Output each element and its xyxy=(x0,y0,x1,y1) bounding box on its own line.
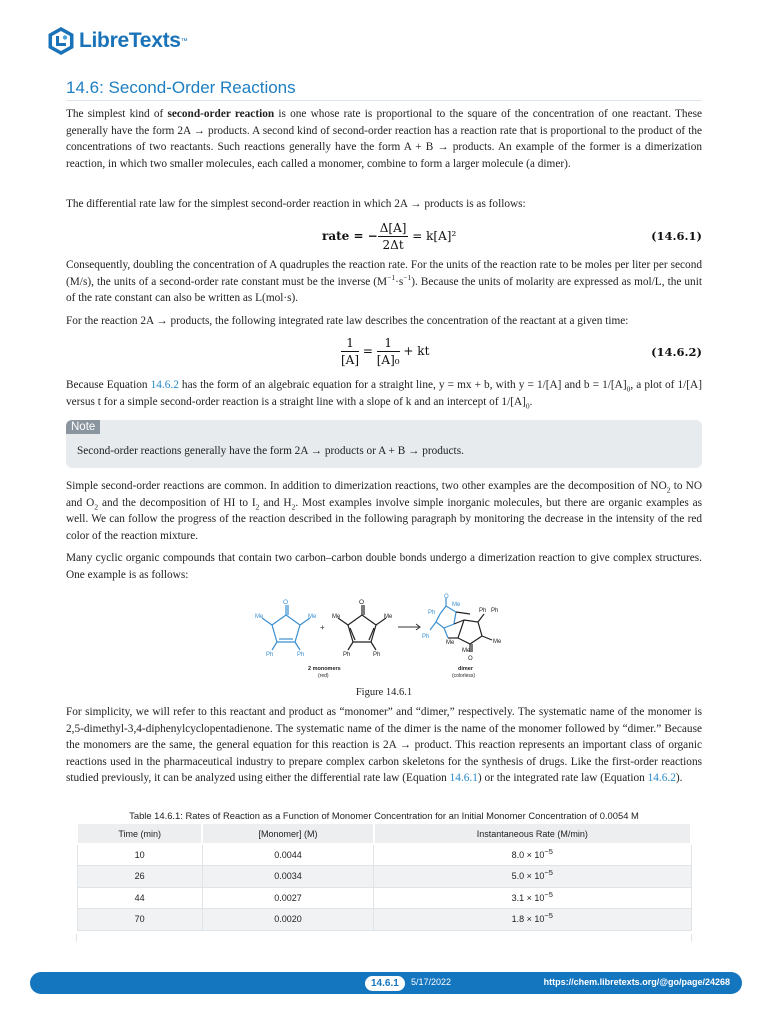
text-segment: For simplicity, we will refer to this reactant and product as “monomer” and “dimer,” respectively. The systematic name of the monomer is 2,5-dimethyl-3,4-diphenylcyclopentadienone. The systematic name of the dimer is the name of the monomer followed by “dimer.” Because the monomers are the same, the general equation for this reaction is 2A → product. This reaction represents an important class of organic reactions used in the pharmaceutical industry to prepare complex carbon skeletons for the synthesis of drugs. Like the first-order reactions studied previously, it can be analyzed using either the differential rate law (Equation xyxy=(66,706,702,785)
eq1-numerator: Δ[A] xyxy=(379,221,407,235)
eq2-fraction-left xyxy=(341,336,359,367)
eq2-equals: = xyxy=(362,344,373,358)
figure-caption: Figure 14.6.1 xyxy=(355,687,413,698)
subscript: 0 xyxy=(626,384,631,394)
figure-label-me: Me xyxy=(384,614,393,620)
rate-exponent: −5 xyxy=(544,868,553,878)
figure-label-ph: Ph xyxy=(491,608,499,614)
page-title: 14.6: Second-Order Reactions xyxy=(66,78,296,97)
rate-exponent: −5 xyxy=(544,911,553,921)
text-segment: The simplest kind of xyxy=(66,108,168,120)
eq2-numerator-1: 1 xyxy=(341,336,359,352)
figure-plus-sign: + xyxy=(320,623,325,632)
libretexts-logo[interactable] xyxy=(46,26,188,56)
rate-mantissa: 8.0 × 10 xyxy=(511,850,545,860)
eq1-rhs: = k[A]² xyxy=(412,229,457,243)
cell-rate xyxy=(374,909,691,931)
note-box xyxy=(66,420,702,468)
table-row xyxy=(77,844,691,866)
figure-label-o: O xyxy=(359,599,365,606)
note-label: Note xyxy=(66,420,100,434)
text-segment: ·s xyxy=(395,275,404,288)
figure-label-me: Me xyxy=(308,614,317,620)
subscript: 2 xyxy=(94,501,99,511)
table-header-row xyxy=(77,823,691,844)
monomer-structure-2 xyxy=(338,605,386,650)
text-segment: and the decomposition of HI to I xyxy=(98,496,256,509)
table-bottom-edge xyxy=(76,934,692,942)
note-text: Second-order reactions generally have the form 2A → products or A + B → products. xyxy=(77,445,464,457)
subscript: 2 xyxy=(255,501,260,511)
eq1-number: (14.6.1) xyxy=(651,229,702,243)
logo-trademark: ™ xyxy=(180,37,188,45)
figure-label-o: O xyxy=(444,594,449,600)
eq2-fraction-right xyxy=(377,336,400,367)
text-segment: has the form of an algebraic equation for a straight line, y = mx + b, with y = 1/[A] and b = 1/[A] xyxy=(178,379,627,391)
figure-label-ph: Ph xyxy=(343,652,351,658)
footer-permalink[interactable]: https://chem.libretexts.org/@go/page/24268 xyxy=(543,977,730,987)
libretexts-logo-icon xyxy=(46,26,76,56)
table-caption: Table 14.6.1: Rates of Reaction as a Function of Monomer Concentration for an Initial Monomer Concentration of 0.0054 M xyxy=(129,810,639,821)
examples-paragraph xyxy=(66,478,702,544)
simplicity-paragraph xyxy=(66,704,702,787)
cell-monomer: 0.0044 xyxy=(202,844,373,866)
figure-label-o: O xyxy=(283,599,289,606)
figure-label-ph: Ph xyxy=(373,652,381,658)
text-segment: to NO and O xyxy=(66,480,702,509)
table-row xyxy=(77,887,691,909)
subscript: 2 xyxy=(291,501,296,511)
equation-link-14-6-1[interactable]: 14.6.1 xyxy=(449,772,478,785)
text-segment: ). xyxy=(675,772,683,785)
figure-label-me: Me xyxy=(332,614,341,620)
eq2-denominator-2: [A]₀ xyxy=(376,353,400,367)
figure-label-me: Me xyxy=(446,640,455,646)
equation-link-14-6-2[interactable]: 14.6.2 xyxy=(150,379,179,391)
monomer-sublabel: (red) xyxy=(318,673,329,679)
figure-label-me: Me xyxy=(452,602,461,608)
footer-date: 5/17/2022 xyxy=(411,977,452,987)
text-segment: Consequently, doubling the concentration of A quadruples the reaction rate. For the units of the reaction rate to be moles per liter per second (M/s), the units of a second-order rate constant must be the inverse (M xyxy=(66,259,702,288)
figure-label-ph: Ph xyxy=(297,652,305,658)
cell-rate xyxy=(374,866,691,888)
table-row xyxy=(77,909,691,931)
superscript: −1 xyxy=(387,272,396,282)
text-segment: . xyxy=(529,395,533,408)
superscript: −1 xyxy=(403,272,412,282)
eq2-numerator-2: 1 xyxy=(377,336,400,352)
rate-exponent: −5 xyxy=(544,889,553,899)
cell-rate xyxy=(374,844,691,866)
cell-monomer: 0.0020 xyxy=(202,909,373,931)
cell-time: 10 xyxy=(77,844,202,866)
text-segment: ). Because the units of molarity are expressed as mol/L, the unit of the rate constant can also be written as L(mol·s). xyxy=(66,275,702,305)
rate-law-intro: The differential rate law for the simplest second-order reaction in which 2A → products is as follows: xyxy=(66,198,526,210)
text-segment: , a plot of 1/[A] versus t for a simple second-order reaction is a straight line with a slope of k and an intercept of 1/[A] xyxy=(66,379,702,408)
rate-mantissa: 1.8 × 10 xyxy=(511,914,545,925)
monomer-label: 2 monomers xyxy=(308,666,341,672)
text-segment: ) or the integrated rate law (Equation xyxy=(477,772,648,785)
figure-label-ph: Ph xyxy=(479,608,487,614)
reaction-arrow-icon xyxy=(398,624,420,630)
page-number-badge: 14.6.1 xyxy=(365,976,405,991)
text-segment: . Most examples involve simple inorganic molecules, but there are organic examples as well. We can follow the progress of the reaction described in the following paragraph by monitoring the decrease in the intensity of the red color of the reaction mixture. xyxy=(66,496,703,542)
text-segment: and H xyxy=(259,496,292,509)
rate-exponent: −5 xyxy=(544,847,553,856)
rates-table xyxy=(76,822,692,931)
eq2-number: (14.6.2) xyxy=(651,345,702,359)
figure-label-ph: Ph xyxy=(266,652,274,658)
eq2-rhs: + kt xyxy=(403,344,430,358)
integrated-law-intro: For the reaction 2A → products, the following integrated rate law describes the concentration of the reactant at a given time: xyxy=(66,315,629,327)
cell-monomer: 0.0027 xyxy=(202,887,373,909)
cell-rate xyxy=(374,887,691,909)
text-segment: Because Equation xyxy=(66,379,151,391)
rate-mantissa: 3.1 × 10 xyxy=(511,892,545,903)
eq1-lhs: rate = − xyxy=(322,229,378,243)
eq2-denominator-1: [A] xyxy=(341,353,360,367)
term-second-order-reaction: second-order reaction xyxy=(167,108,275,120)
intro-paragraph xyxy=(66,106,702,172)
text-segment: is one whose rate is proportional to the square of the concentration of one reactant. These generally have the form 2A → products. A second kind of second-order reaction has a reaction rate that is proportional to the product of the concentrations of two reactants. Such reactions generally have the form A + B → products. An example of the former is a dimerization reaction, in which two smaller molecules, each called a monomer, combine to form a larger molecule (a dimer). xyxy=(66,108,703,170)
figure-label-me: Me xyxy=(493,639,502,645)
units-paragraph xyxy=(66,257,702,307)
eq1-fraction xyxy=(378,221,409,252)
title-divider xyxy=(66,100,702,101)
figure-label-ph: Ph xyxy=(428,610,436,616)
column-header-rate: Instantaneous Rate (M/min) xyxy=(374,823,691,844)
subscript: 2 xyxy=(666,485,671,495)
dimer-sublabel: (colorless) xyxy=(452,673,476,679)
rate-mantissa: 5.0 × 10 xyxy=(511,871,545,882)
dimerization-figure xyxy=(248,592,520,684)
column-header-monomer: [Monomer] (M) xyxy=(202,823,373,844)
cell-time: 44 xyxy=(77,887,202,909)
figure-label-ph: Ph xyxy=(422,634,430,640)
figure-label-me: Me xyxy=(462,648,471,654)
column-header-time: Time (min) xyxy=(77,823,202,844)
figure-label-me: Me xyxy=(255,614,264,620)
dimerization-paragraph: Many cyclic organic compounds that contain two carbon–carbon double bonds undergo a dimerization reaction to give complex structures. One example is as follows: xyxy=(66,552,702,581)
dimer-structure xyxy=(430,598,492,652)
equation-link-14-6-2[interactable]: 14.6.2 xyxy=(647,772,676,785)
figure-label-o: O xyxy=(468,656,473,662)
monomer-structure-1 xyxy=(262,605,310,650)
dimer-label: dimer xyxy=(458,666,473,672)
cell-monomer: 0.0034 xyxy=(202,866,373,888)
text-segment: Simple second-order reactions are common. In addition to dimerization reactions, two other examples are the decomposition of NO xyxy=(66,480,667,492)
straight-line-paragraph xyxy=(66,377,702,410)
subscript: 0 xyxy=(525,400,530,410)
table-row xyxy=(77,866,691,888)
logo-text: LibreTexts xyxy=(79,29,181,52)
cell-time: 26 xyxy=(77,866,202,888)
eq1-denominator: 2Δt xyxy=(382,238,404,252)
cell-time: 70 xyxy=(77,909,202,931)
